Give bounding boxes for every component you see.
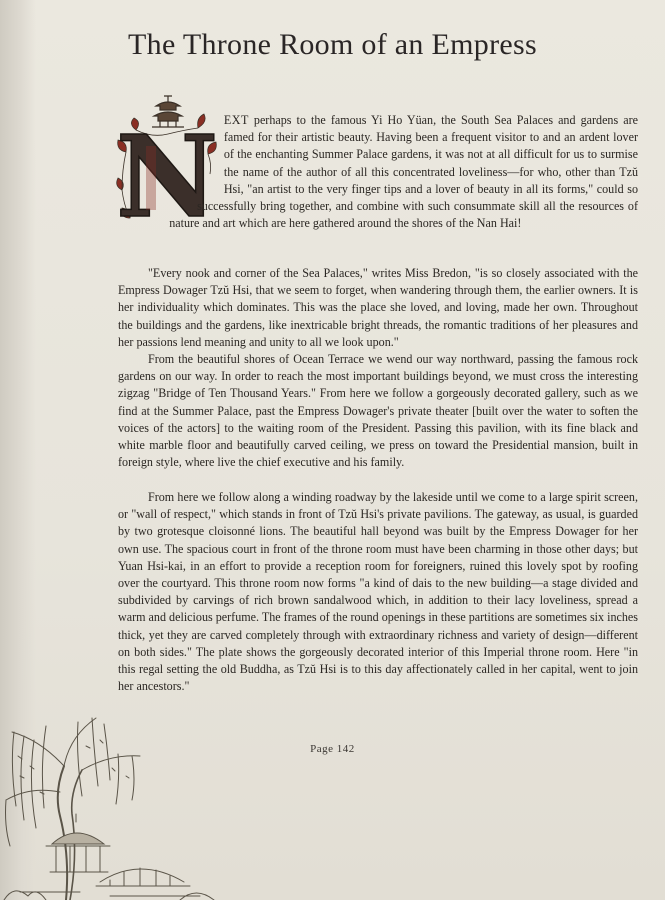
- paragraph-3: From the beautiful shores of Ocean Terrace we wend our way northward, passing the famous rock gardens on our way. In order to reach the most important buildings beyond, we must cross the interesting zigzag "Bridge of Ten Thousand Years." From here we follow a gorgeously decorated gallery, such as we find at the Summer Palace, past the Empress Dowager's private theater [built over the water to soften the voices of the actors] to the waiting room of the President. Passing this pavilion, with its fine black and white marble floor and beautifully carved ceiling, we press on toward the Presidential mansion, built in foreign style, where live the chief executive and his family.: [118, 352, 638, 470]
- paragraph-2: "Every nook and corner of the Sea Palaces," writes Miss Bredon, "is so closely associated with the Empress Dowager Tzŭ Hsi, that we seem to forget, when wandering through them, the earlier owners. It is her individuality which dominates. This was the place she loved, and loving, made her own. Throughout the buildings and the gardens, like inextricable bright threads, the romantic traditions of her pleasures and her passions lend meaning and unity to all we look upon.": [118, 266, 638, 349]
- dropcap-letter: N: [115, 112, 219, 230]
- paragraph-4: From here we follow along a winding roadway by the lakeside until we come to a large spirit screen, or "wall of respect," which stands in front of Tzŭ Hsi's private pavilions. The gateway, as usual, is guarded by two grotesque cloisonné lions. The beautiful hall beyond was built by the Empress Dowager for her own use. The spacious court in front of the throne room must have been charming in those other days; but Yuan Hsi-kai, in an effort to provide a reception room for foreigners, ruined this lovely spot by roofing over the courtyard. This throne room now forms "a kind of dais to the new building—a stage divided and subdivided by carvings of rich brown sandalwood which, in addition to their lacy loveliness, spread a warm and delicious perfume. The frames of the round openings in these partitions are sometimes six inches thick, yet they are carved completely through with extraordinary richness and variety of design—different on both sides." The plate shows the gorgeously decorated interior of this Imperial throne room. Here "in this regal setting the old Buddha, as Tzŭ Hsi is to this day affectionately called in her capital, went to join her ancestors.": [118, 490, 639, 694]
- willow-tree-and-pavilion-sketch: [0, 696, 240, 900]
- paragraph-1-text: perhaps to the famous Yi Ho Yüan, the South Sea Palaces and gardens are famed for their artistic beauty. Having been a frequent visitor to and an ardent lover of the enchanting Summer Palace gardens, it was not at all difficult for us to surmise the name of the author of all this concentrated loveliness—for who, other than Tzŭ Hsi, "an artist to the very finger tips and a lover of beauty in all its forms," could so successfully bring together, and combine with such consummate skill all the resources of nature and art which are here gathered around the shores of the Nan Hai!: [169, 113, 638, 231]
- paragraph-1-lead: EXT: [223, 113, 249, 127]
- page-title: The Throne Room of an Empress: [128, 28, 537, 61]
- paragraph-1: [115, 112, 638, 250]
- page-number: Page 142: [310, 743, 355, 755]
- pavilion-icon: [46, 814, 110, 872]
